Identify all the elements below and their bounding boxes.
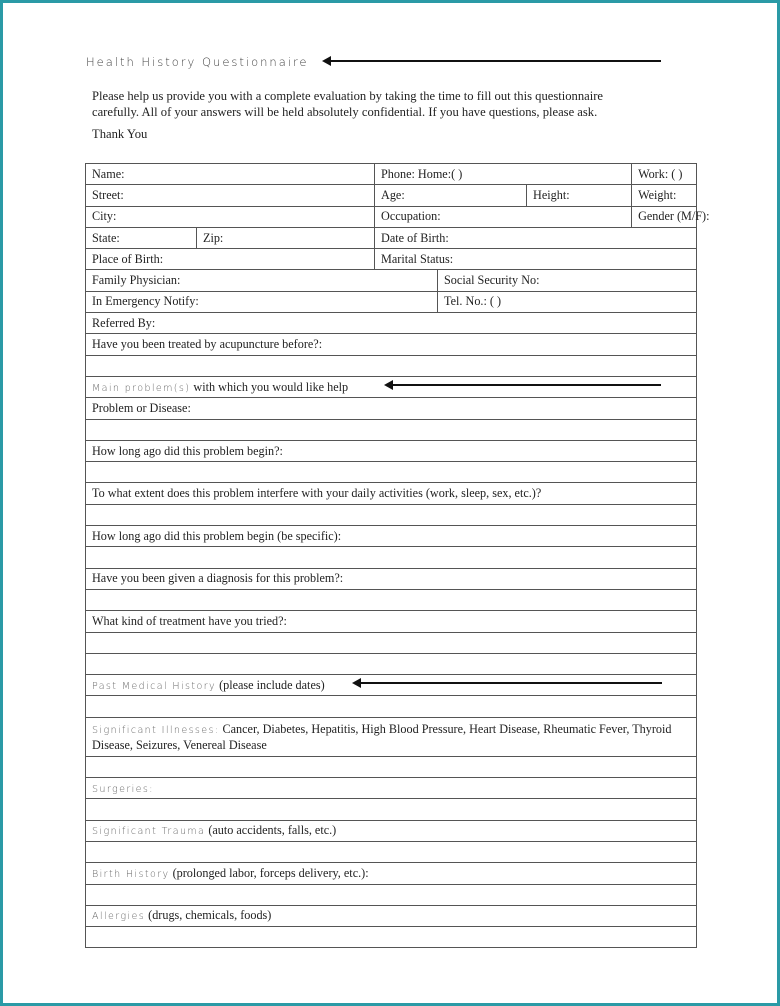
birth-history-label: Birth History xyxy=(92,868,170,880)
table-row xyxy=(86,504,697,525)
question-treatment: What kind of treatment have you tried?: xyxy=(86,611,697,632)
table-row xyxy=(86,483,697,504)
answer-line[interactable] xyxy=(86,632,697,653)
trauma-question xyxy=(86,820,697,841)
questionnaire-table xyxy=(85,163,710,948)
acupuncture-question: Have you been treated by acupuncture before?: xyxy=(86,334,697,355)
allergies-label: Allergies xyxy=(92,911,146,923)
main-problem-label: Main problem(s) xyxy=(92,382,191,394)
zip-field[interactable]: Zip: xyxy=(197,227,375,248)
answer-line[interactable] xyxy=(86,419,697,440)
table-row xyxy=(86,756,697,777)
name-field[interactable]: Name: xyxy=(86,164,375,185)
table-row xyxy=(86,462,697,483)
table-row xyxy=(86,632,697,653)
past-history-arrow xyxy=(360,682,662,684)
intro-line-2: carefully. All of your answers will be held absolutely confidential. If you have questions, please ask. xyxy=(92,105,598,119)
family-physician-field[interactable]: Family Physician: xyxy=(86,270,438,291)
trauma-label-rest: (auto accidents, falls, etc.) xyxy=(205,823,337,838)
weight-field[interactable]: Weight: xyxy=(632,185,697,206)
table-row xyxy=(86,313,697,334)
birth-history-label-rest: (prolonged labor, forceps delivery, etc.): xyxy=(169,865,369,880)
occupation-field[interactable]: Occupation: xyxy=(375,206,632,227)
table-row xyxy=(86,884,697,905)
age-field[interactable]: Age: xyxy=(375,185,527,206)
table-row xyxy=(86,334,697,355)
table-row xyxy=(86,927,697,948)
table-row xyxy=(86,653,697,674)
answer-line[interactable] xyxy=(86,927,697,948)
table-row xyxy=(86,355,697,376)
city-field[interactable]: City: xyxy=(86,206,375,227)
answer-line[interactable] xyxy=(86,589,697,610)
answer-line[interactable] xyxy=(86,462,697,483)
table-row xyxy=(86,820,697,841)
intro-text xyxy=(92,88,692,120)
table-row xyxy=(86,164,697,185)
marital-status-field[interactable]: Marital Status: xyxy=(375,249,697,270)
gender-field[interactable]: Gender (M/F): xyxy=(632,206,697,227)
table-row xyxy=(86,905,697,926)
birth-history-question xyxy=(86,863,697,884)
table-row xyxy=(86,589,697,610)
illnesses-label: Significant Illnesses: xyxy=(92,724,220,736)
answer-line[interactable] xyxy=(86,504,697,525)
table-row xyxy=(86,568,697,589)
trauma-label: Significant Trauma xyxy=(92,826,206,838)
table-row xyxy=(86,547,697,568)
thank-you: Thank You xyxy=(92,127,148,141)
past-history-label: Past Medical History xyxy=(92,680,217,692)
answer-line[interactable] xyxy=(86,653,697,674)
work-phone-field[interactable]: Work: ( ) xyxy=(632,164,697,185)
table-row xyxy=(86,611,697,632)
table-row xyxy=(86,185,697,206)
illnesses-list: Cancer, Diabetes, Hepatitis, High Blood Pressure, Heart Disease, Rheumatic Fever, Thyroid Disease, Seizures, Venereal Disease xyxy=(92,721,672,752)
table-row xyxy=(86,675,697,696)
answer-line[interactable] xyxy=(86,841,697,862)
table-row xyxy=(86,398,697,419)
height-field[interactable]: Height: xyxy=(527,185,632,206)
state-field[interactable]: State: xyxy=(86,227,197,248)
question-diagnosis: Have you been given a diagnosis for this problem?: xyxy=(86,568,697,589)
table-row xyxy=(86,291,697,312)
title-arrow xyxy=(330,60,661,62)
ssn-field[interactable]: Social Security No: xyxy=(438,270,697,291)
table-row xyxy=(86,440,697,461)
surgeries-label: Surgeries: xyxy=(92,783,154,795)
place-of-birth-field[interactable]: Place of Birth: xyxy=(86,249,375,270)
answer-line[interactable] xyxy=(86,355,697,376)
dob-field[interactable]: Date of Birth: xyxy=(375,227,697,248)
question-problem: Problem or Disease: xyxy=(86,398,697,419)
past-history-heading xyxy=(86,675,697,696)
table-row xyxy=(86,778,697,799)
main-problem-arrow xyxy=(392,384,661,386)
allergies-question xyxy=(86,905,697,926)
table-row xyxy=(86,863,697,884)
answer-line[interactable] xyxy=(86,696,697,717)
question-interference: To what extent does this problem interfere with your daily activities (work, sleep, sex, etc.)? xyxy=(86,483,697,504)
intro-line-1: Please help us provide you with a complete evaluation by taking the time to fill out this questionnaire xyxy=(92,89,603,103)
past-history-label-rest: (please include dates) xyxy=(216,677,325,692)
street-field[interactable]: Street: xyxy=(86,185,375,206)
table-row xyxy=(86,206,697,227)
tel-field[interactable]: Tel. No.: ( ) xyxy=(438,291,697,312)
allergies-label-rest: (drugs, chemicals, foods) xyxy=(145,908,272,923)
answer-line[interactable] xyxy=(86,799,697,820)
table-row xyxy=(86,696,697,717)
table-row xyxy=(86,227,697,248)
table-row xyxy=(86,526,697,547)
answer-line[interactable] xyxy=(86,884,697,905)
form-title: Health History Questionnaire xyxy=(86,55,309,69)
phone-home-field[interactable]: Phone: Home:( ) xyxy=(375,164,632,185)
question-how-long-specific: How long ago did this problem begin (be specific): xyxy=(86,526,697,547)
table-row xyxy=(86,799,697,820)
table-row xyxy=(86,841,697,862)
question-how-long: How long ago did this problem begin?: xyxy=(86,440,697,461)
referred-by-field[interactable]: Referred By: xyxy=(86,313,697,334)
answer-line[interactable] xyxy=(86,547,697,568)
table-row xyxy=(86,717,697,756)
table-row xyxy=(86,419,697,440)
surgeries-question xyxy=(86,778,697,799)
main-problem-label-rest: with which you would like help xyxy=(190,379,349,394)
significant-illnesses xyxy=(86,717,697,756)
answer-line[interactable] xyxy=(86,756,697,777)
emergency-contact-field[interactable]: In Emergency Notify: xyxy=(86,291,438,312)
table-row xyxy=(86,270,697,291)
table-row xyxy=(86,249,697,270)
